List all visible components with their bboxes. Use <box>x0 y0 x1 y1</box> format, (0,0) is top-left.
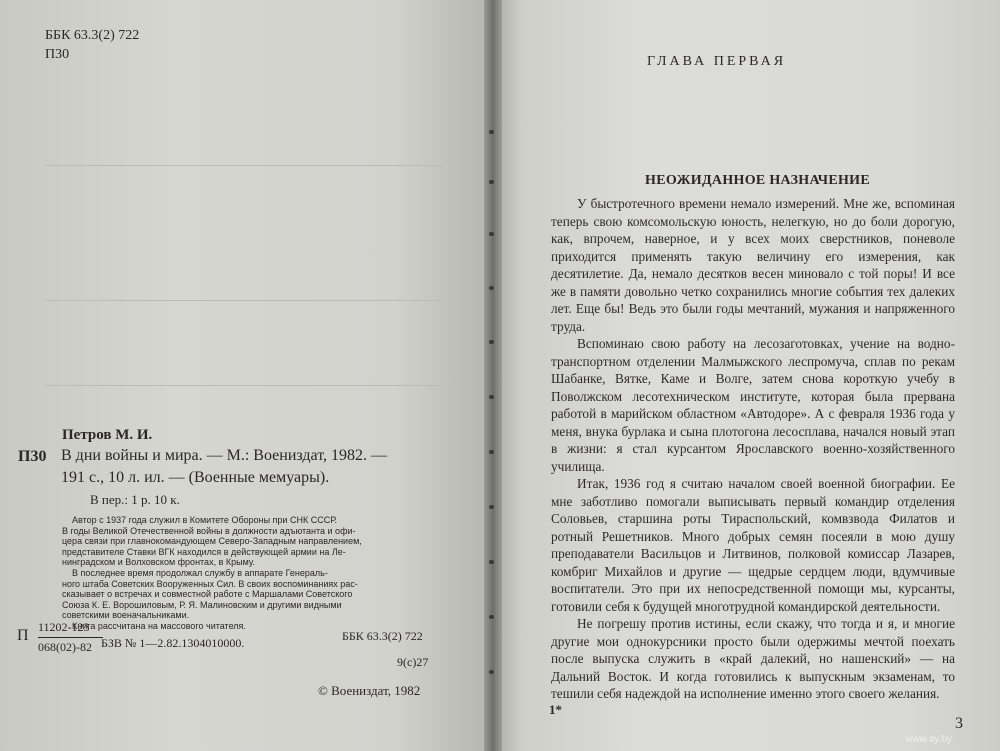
annotation-line: представителе Ставки ВГК находился в действующей армии на Ле- <box>62 546 346 557</box>
binding-stitch <box>489 286 494 290</box>
paragraph: Итак, 1936 год я считаю началом своей военной биографии. Ее мне заботливо помогали выписывать первый командир отделения Соловьев, старшина роты Тираспольский, комвзвода Филатов и ротный Решетников. Много добрых семян посеяли в мою душу преподаватели Васильцов и Литвинов, полковой комиссар Лазарев, комбриг Михайлов и другие — щедрые сердцем люди, вдумчивые воспитатели. Это при их непосредственной помощи мы, курсанты, готовили себя к будущей многотрудной командирской деятельности. <box>551 476 955 614</box>
bottom-bbk-code: ББК 63.3(2) 722 <box>342 629 423 643</box>
fraction-letter: П <box>17 627 29 644</box>
fraction-bar <box>38 637 103 638</box>
section-heading: НЕОЖИДАННОЕ НАЗНАЧЕНИЕ <box>645 173 870 188</box>
watermark: www.ay.by <box>905 734 953 745</box>
binding-stitch <box>489 615 494 619</box>
annotation-line: Союза К. Е. Ворошиловым, Р. Я. Малиновским и другими видными <box>62 599 342 610</box>
paragraph: Вспоминаю свою работу на лесозаготовках, учение на воднотранспортном отделении Малмыжского леспромуча, сплав по рекам Шабанке, Вятке, Каме и Волге, затем снова короткую учебу в Поволжском лесотехническом институте, которая была прервана работой в марийском областном «Автодоре». А с февраля 1936 года у меня, внука бурлака и сына плотогона лесосплава, начался новый этап в жизни: я стал курсантом Ярославского военно-хозяйственного училища. <box>551 336 955 474</box>
binding-stitch <box>489 395 494 399</box>
fraction-numerator: 11202-123 <box>38 620 90 634</box>
price: В пер.: 1 р. 10 к. <box>90 492 180 507</box>
binding-stitch <box>489 670 494 674</box>
annotation-line: сказывает о встречах и совместной работе с Маршалами Советского <box>62 589 353 600</box>
binding-stitch <box>489 232 494 236</box>
body-text <box>551 195 955 703</box>
book-gutter <box>484 0 502 751</box>
paragraph: У быстротечного времени немало измерений. Мне же, вспоминая теперь свою комсомольскую юность, нелегкую, но до боли дорогую, как, впрочем, наверное, и у всех моих сверстников, поневоле приходится применять такую величину его измерения, как десятилетие. Да, немало десятков весен миновало с той поры! И все же в памяти довольно четко сохранились многие события тех далеких лет. Еще бы! Ведь это были годы мечтаний, мужания и напряженного труда. <box>551 196 955 334</box>
left-page <box>0 0 492 751</box>
index-mark: П30 <box>18 448 47 465</box>
annotation <box>62 515 442 632</box>
bibliographic-line-2: 191 с., 10 л. ил. — (Военные мемуары). <box>61 469 330 486</box>
annotation-line: Книга рассчитана на массового читателя. <box>72 620 246 631</box>
binding-stitch <box>489 180 494 184</box>
author-name: Петров М. И. <box>62 427 153 443</box>
annotation-line: советскими военачальниками. <box>62 610 190 621</box>
annotation-line: ного штаба Советских Вооруженных Сил. В своих воспоминаниях рас- <box>62 578 358 589</box>
binding-stitch <box>489 560 494 564</box>
annotation-line: цера связи при главнокомандующем Северо-Западным направлением, <box>62 536 362 547</box>
faint-rule <box>45 300 445 301</box>
bibliographic-line-1: В дни войны и мира. — М.: Воениздат, 1982. — <box>61 447 388 464</box>
annotation-line: В годы Великой Отечественной войны в должности адъютанта и офи- <box>62 525 356 536</box>
annotation-line: Автор с 1937 года служил в Комитете Обороны при СНК СССР. <box>72 515 338 525</box>
top-bbk-code: ББК 63.3(2) 722 <box>45 28 140 43</box>
bzv-code: БЗВ № 1—2.82.1304010000. <box>101 636 245 650</box>
annotation-line: нинградском и Волховском фронтах, в Крыму. <box>62 557 255 568</box>
fraction-denominator: 068(02)-82 <box>38 640 92 654</box>
chapter-title: ГЛАВА ПЕРВАЯ <box>647 54 787 69</box>
binding-stitch <box>489 130 494 134</box>
binding-stitch <box>489 340 494 344</box>
binding-stitch <box>489 505 494 509</box>
binding-stitch <box>489 450 494 454</box>
signature-mark: 1* <box>549 702 562 717</box>
copyright: © Воениздат, 1982 <box>318 683 421 698</box>
faint-rule <box>45 165 445 166</box>
bottom-code-2: 9(с)27 <box>397 655 429 669</box>
faint-rule <box>45 385 445 386</box>
top-index: П30 <box>45 47 70 62</box>
page-number: 3 <box>955 715 963 732</box>
annotation-line: В последнее время продолжал службу в аппарате Генераль- <box>72 567 328 578</box>
paragraph: Не погрешу против истины, если скажу, что тогда и я, и многие другие мои однокурсники просто были одержимы мечтой поехать после выпуска служить в «край далекий, но нашенский» — на Дальний Восток. И когда готовились к выпускным экзаменам, то тешили себя надеждой на исполнение именно этого своего желания. <box>551 616 955 701</box>
